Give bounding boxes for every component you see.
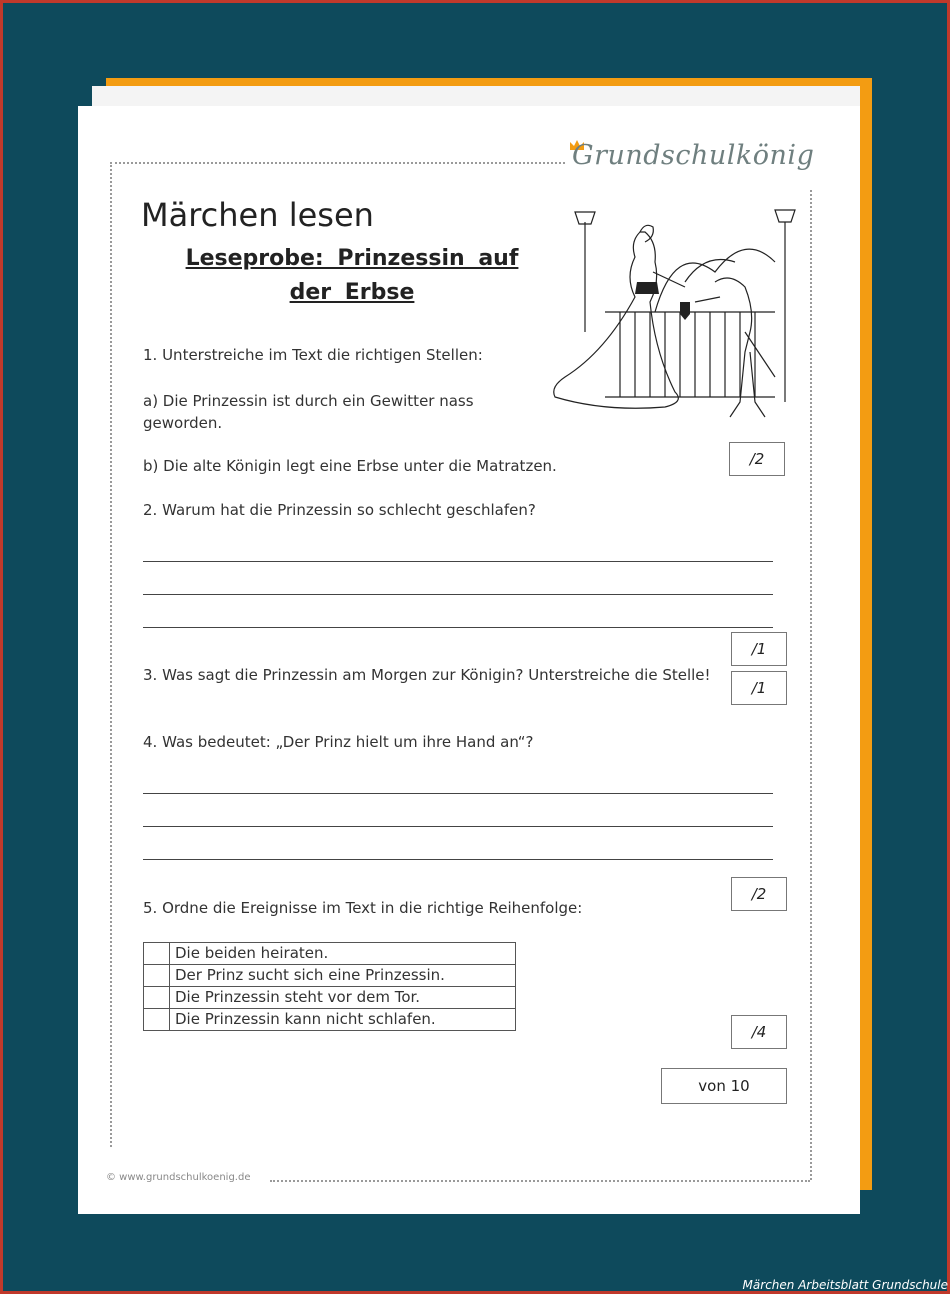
order-number-box[interactable]	[144, 943, 170, 965]
event-text: Die Prinzessin kann nicht schlafen.	[170, 1009, 516, 1031]
total-score-box: von 10	[661, 1068, 787, 1104]
task1-statement-b: b) Die alte Königin legt eine Erbse unter die Matratzen.	[143, 457, 557, 475]
event-text: Die beiden heiraten.	[170, 943, 516, 965]
answer-line	[143, 859, 773, 860]
answer-line	[143, 561, 773, 562]
page-subtitle: Leseprobe: Prinzessin auf der Erbse	[185, 246, 519, 305]
score-box-task3: /1	[731, 671, 787, 705]
score-box-task2: /1	[731, 632, 787, 666]
event-text: Der Prinz sucht sich eine Prinzessin.	[170, 965, 516, 987]
page-title: Märchen lesen	[141, 196, 374, 234]
order-number-box[interactable]	[144, 965, 170, 987]
task5-prompt: 5. Ordne die Ereignisse im Text in die richtige Reihenfolge:	[143, 899, 583, 917]
dotted-border-top	[110, 162, 565, 164]
task3-prompt: 3. Was sagt die Prinzessin am Morgen zur Königin? Unterstreiche die Stelle!	[143, 666, 711, 684]
table-row	[144, 965, 516, 987]
answer-line	[143, 627, 773, 628]
score-box-task4: /2	[731, 877, 787, 911]
answer-line	[143, 793, 773, 794]
table-row	[144, 943, 516, 965]
task4-prompt: 4. Was bedeutet: „Der Prinz hielt um ihre Hand an“?	[143, 733, 534, 751]
dotted-border-right	[810, 190, 812, 1180]
order-number-box[interactable]	[144, 987, 170, 1009]
brand-logo: Grundschulkönig	[572, 140, 815, 171]
score-box-task1: /2	[729, 442, 785, 476]
event-text: Die Prinzessin steht vor dem Tor.	[170, 987, 516, 1009]
dotted-border-bottom	[270, 1180, 810, 1182]
task1-prompt: 1. Unterstreiche im Text die richtigen Stellen:	[143, 346, 483, 364]
task2-prompt: 2. Warum hat die Prinzessin so schlecht geschlafen?	[143, 501, 536, 519]
score-box-task5: /4	[731, 1015, 787, 1049]
answer-line	[143, 594, 773, 595]
table-row	[144, 987, 516, 1009]
princess-prince-gate-illustration	[545, 202, 800, 432]
image-caption: Märchen Arbeitsblatt Grundschule	[742, 1278, 948, 1292]
dotted-border-left	[110, 162, 112, 1147]
answer-line	[143, 826, 773, 827]
task1-statement-a: a) Die Prinzessin ist durch ein Gewitter nass geworden.	[143, 392, 474, 432]
events-ordering-table	[143, 942, 516, 1031]
copyright-footer: © www.grundschulkoenig.de	[106, 1172, 251, 1183]
order-number-box[interactable]	[144, 1009, 170, 1031]
table-row	[144, 1009, 516, 1031]
